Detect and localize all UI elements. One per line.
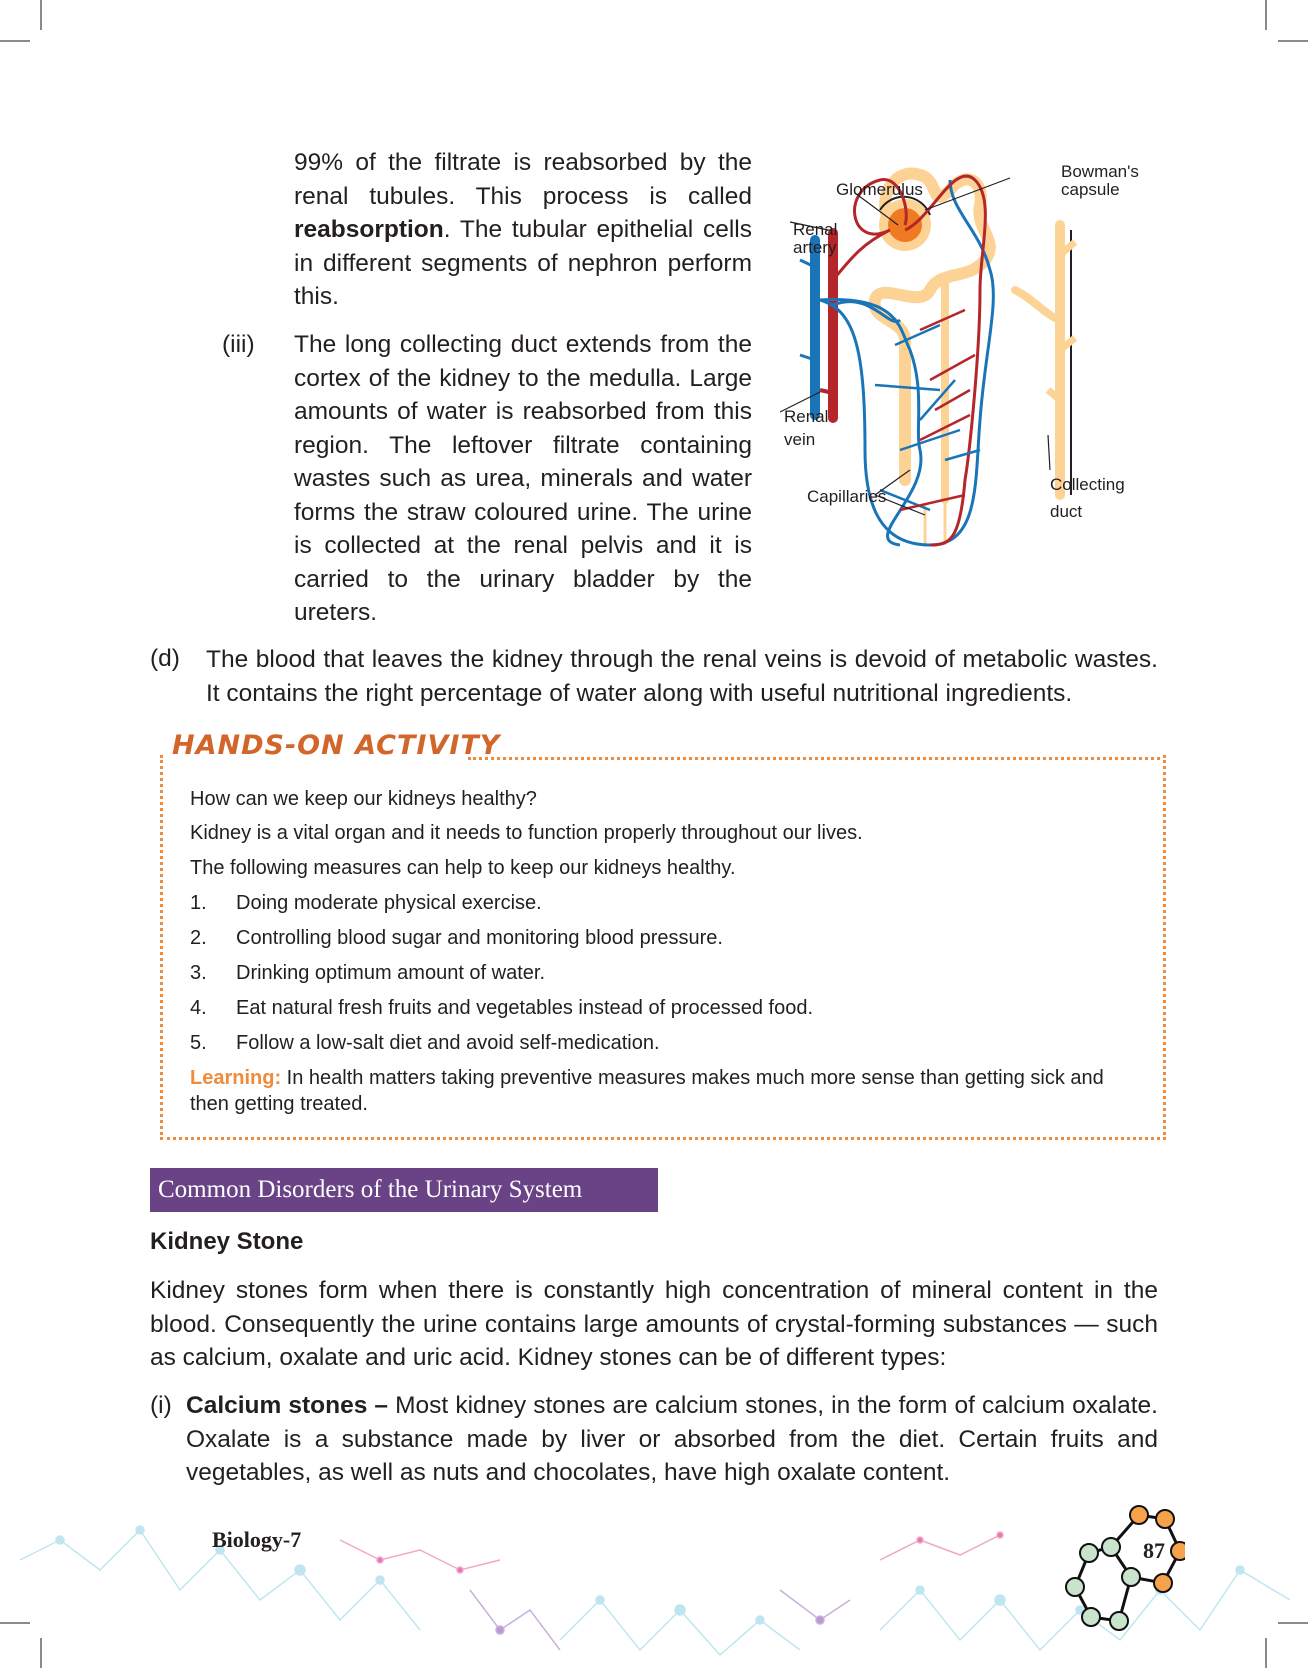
activity-item-num: 3. [190, 962, 207, 984]
kidney-stone-intro: Kidney stones form when there is constantly high concentration of mineral content in the blood. Consequently the urine contains large amounts of crystal-forming substances — such as calcium, oxalate and uric acid. Kidney stones can be of different types: [150, 1277, 1158, 1371]
book-title: Biology-7 [212, 1527, 302, 1552]
calcium-stones-paragraph [186, 1389, 1158, 1490]
activity-line: The following measures can help to keep our kidneys healthy. [190, 857, 736, 879]
activity-item-num: 1. [190, 892, 207, 914]
reabsorption-paragraph [294, 146, 752, 314]
crop-mark [1265, 0, 1267, 30]
activity-item-text: Eat natural fresh fruits and vegetables instead of processed food. [236, 997, 814, 1019]
crop-mark [1278, 40, 1308, 42]
hexagon-page-badge [1055, 1505, 1185, 1635]
label-bowmans-capsule-1: Bowman's [1061, 162, 1139, 181]
activity-line: How can we keep our kidneys healthy? [190, 788, 537, 810]
term-reabsorption: reabsorption [294, 216, 444, 243]
activity-item-text: Follow a low-salt diet and avoid self-medication. [236, 1032, 660, 1054]
learning-note [190, 1065, 1120, 1117]
crop-mark [0, 40, 30, 42]
text: . The tubular epithelial cells in different segments of nephron perform this. [294, 216, 752, 310]
learning-label: Learning: [190, 1067, 282, 1089]
label-renal-artery-2: artery [793, 238, 837, 257]
label-glomerulus: Glomerulus [836, 180, 923, 199]
item-marker: (d) [150, 645, 180, 672]
learning-text: In health matters taking preventive measures makes much more sense than getting sick and then getting treated. [190, 1067, 1104, 1115]
activity-item-num: 5. [190, 1032, 207, 1054]
activity-title: HANDS-ON ACTIVITY [172, 730, 501, 761]
text: 99% of the filtrate is reabsorbed by the renal tubules. This process is called [294, 149, 752, 210]
subheading-kidney-stone: Kidney Stone [150, 1228, 304, 1255]
label-renal-artery-1: Renal [793, 220, 838, 239]
label-collecting-duct-1: Collecting [1050, 475, 1125, 494]
label-collecting-duct-2: duct [1050, 502, 1083, 521]
activity-item-text: Drinking optimum amount of water. [236, 962, 546, 984]
activity-item-num: 4. [190, 997, 207, 1019]
section-banner: Common Disorders of the Urinary System [150, 1168, 658, 1212]
blood-paragraph: The blood that leaves the kidney through the renal veins is devoid of metabolic wastes. It contains the right percentage of water along with useful nutritional ingredients. [206, 646, 1158, 707]
label-renal-vein-1: Renal [784, 407, 829, 426]
collecting-duct-paragraph: The long collecting duct extends from the cortex of the kidney to the medulla. Large amounts of water is reabsorbed from this region. The leftover filtrate containing wastes such as urea, minerals and water forms the straw coloured urine. The urine is collected at the renal pelvis and it is carried to the urinary bladder by the ureters. [294, 331, 752, 626]
activity-item-text: Controlling blood sugar and monitoring blood pressure. [236, 927, 723, 949]
term-calcium-stones: Calcium stones – [186, 1392, 389, 1419]
page-number: 87 [1143, 1538, 1165, 1563]
item-marker: (iii) [222, 331, 255, 358]
activity-box-top-border [468, 757, 1160, 760]
activity-item-text: Doing moderate physical exercise. [236, 892, 542, 914]
item-marker: (i) [150, 1392, 172, 1419]
text: Most kidney stones are calcium stones, in the form of calcium oxalate. Oxalate is a substance made by liver or absorbed from the diet. Certain fruits and vegetables, as well as nuts and chocolates, have high oxalate content. [186, 1392, 1158, 1486]
label-renal-vein-2: vein [784, 430, 816, 449]
label-bowmans-capsule-2: capsule [1061, 180, 1120, 199]
activity-item-num: 2. [190, 927, 207, 949]
label-capillaries: Capillaries [807, 487, 887, 506]
activity-line: Kidney is a vital organ and it needs to function properly throughout our lives. [190, 822, 863, 844]
crop-mark [40, 0, 42, 30]
